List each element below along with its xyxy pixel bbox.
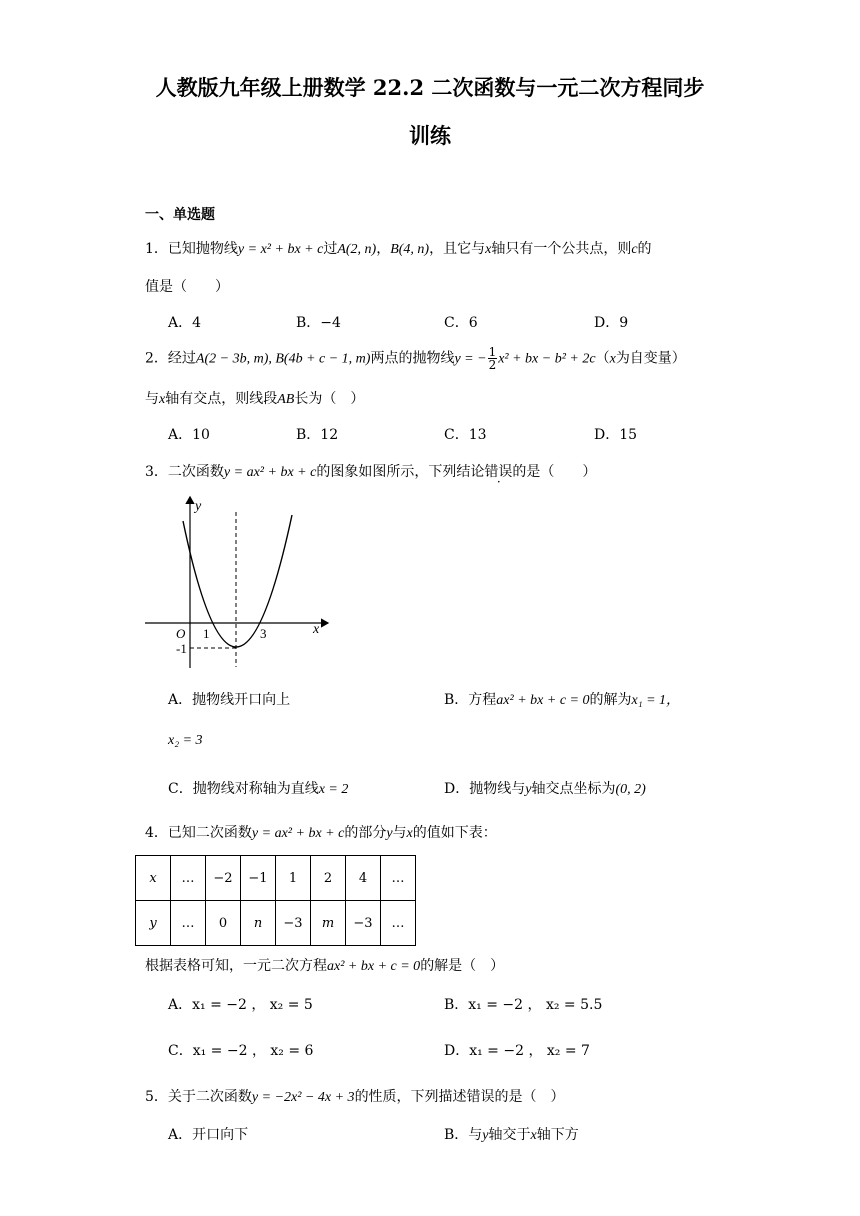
question-text: 的部分 <box>344 825 387 841</box>
option-text: 轴交点坐标为 <box>531 781 616 797</box>
question-text: 与 <box>145 391 159 407</box>
question-4-line1 <box>145 822 497 842</box>
option-b <box>444 1124 579 1144</box>
var-x: x <box>530 1128 537 1143</box>
fraction-denominator: 2 <box>488 358 497 372</box>
equation: ax² + bx + c = 0 <box>327 959 421 974</box>
table-cell: −1 <box>241 856 276 901</box>
option-b: B．−4 <box>296 315 341 331</box>
question-text: ， <box>376 241 391 257</box>
option-d: D．x₁ = −2 ， x₂ = 7 <box>444 1043 590 1059</box>
question-text: 的性质，下列描述错误的是（ ） <box>354 1089 565 1105</box>
question-number: 5． <box>145 1089 168 1105</box>
equation: y = −2x² − 4x + 3 <box>251 1090 355 1105</box>
question-1-line1 <box>145 238 652 258</box>
var-c: c <box>631 242 638 257</box>
equation-prefix: y = − <box>454 351 487 367</box>
table-row-y <box>136 901 416 946</box>
document-title-line2: 训练 <box>409 123 451 148</box>
solution-x2: x₂ = 3 <box>168 733 203 748</box>
option-text: D．抛物线与 <box>444 781 526 797</box>
table-cell: 1 <box>276 856 311 901</box>
question-text: 根据表格可知，一元二次方程 <box>145 958 327 974</box>
var-x: x <box>485 242 492 257</box>
option-text: 轴下方 <box>536 1127 579 1143</box>
parabola-graph <box>140 492 340 672</box>
question-text: （ <box>595 350 610 367</box>
option-a: A．4 <box>168 315 202 331</box>
equation: y = ax² + bx + c <box>251 826 345 841</box>
question-text: ，且它与 <box>429 241 486 257</box>
question-text: 与 <box>392 825 407 841</box>
option-b: B．x₁ = −2 ， x₂ = 5.5 <box>444 997 603 1013</box>
question-text: 过 <box>323 241 338 257</box>
question-number: 1． <box>145 241 168 257</box>
question-text: 的值如下表： <box>412 825 497 841</box>
tick-label-1: 1 <box>203 626 210 641</box>
option-text: B．方程 <box>444 692 497 708</box>
question-text: 已知抛物线 <box>167 241 238 257</box>
question-text: 两点的抛物线 <box>370 350 455 367</box>
option-b-continued <box>168 732 203 749</box>
question-text: 已知二次函数 <box>167 825 252 841</box>
var-y: y <box>525 782 532 797</box>
question-text: 二次函数 <box>167 464 224 480</box>
option-a: A．10 <box>168 427 210 443</box>
option-c <box>168 778 348 798</box>
question-3-line1 <box>145 461 596 481</box>
question-text: 轴有交点，则线段 <box>165 391 278 407</box>
table-cell: … <box>381 901 416 946</box>
option-d: D．15 <box>594 427 638 443</box>
option-c: C．x₁ = −2 ， x₂ = 6 <box>168 1043 314 1059</box>
segment-ab: AB <box>277 392 295 407</box>
option-text: 的解为 <box>589 692 632 708</box>
question-text: 的是（ ） <box>512 464 597 480</box>
question-text: 长为（ ） <box>294 391 365 407</box>
question-text: 轴只有一个公共点，则 <box>491 241 632 257</box>
question-text: 的解是（ ） <box>420 958 505 974</box>
table-cell: 2 <box>311 856 346 901</box>
table-cell: −2 <box>206 856 241 901</box>
question-text: 为自变量） <box>615 350 686 367</box>
var-y: y <box>482 1128 489 1143</box>
table-cell: y <box>136 901 171 946</box>
question-2-line1 <box>145 346 686 371</box>
option-d <box>444 778 646 798</box>
table-cell: … <box>381 856 416 901</box>
question-text: 关于二次函数 <box>167 1089 252 1105</box>
option-text: 轴交于 <box>488 1127 531 1143</box>
question-5-line1 <box>145 1086 565 1106</box>
option-a: A．x₁ = −2 ， x₂ = 5 <box>168 997 313 1013</box>
emphasis-text: 错误 <box>484 464 513 480</box>
option-text: C．抛物线对称轴为直线 <box>168 781 319 797</box>
document-title-line1: 人教版九年级上册数学 22.2 二次函数与一元二次方程同步 <box>155 75 705 100</box>
table-row-x <box>136 856 416 901</box>
option-d: D．9 <box>594 315 629 331</box>
x-axis-label: x <box>313 622 320 637</box>
table-cell: … <box>171 901 206 946</box>
option-text: B．与 <box>444 1127 483 1143</box>
y-axis-label: y <box>195 499 202 514</box>
option-b: B．12 <box>296 427 339 443</box>
fraction-numerator: 1 <box>488 345 497 359</box>
question-number: 2． <box>145 350 168 367</box>
table-cell: m <box>311 901 346 946</box>
tick-label-3: 3 <box>260 626 267 641</box>
question-1-line2: 值是（ ） <box>145 279 229 295</box>
table-cell: … <box>171 856 206 901</box>
point: (0, 2) <box>615 782 646 797</box>
option-a: A．抛物线开口向上 <box>168 692 291 708</box>
var-x: x <box>609 351 616 367</box>
question-text: 的图象如图所示，下列结论 <box>316 464 485 480</box>
equation: y = x² + bx + c <box>237 242 324 257</box>
points: A(2 − 3b, m), B(4b + c − 1, m) <box>195 351 371 367</box>
point-a: A(2, n) <box>337 242 377 257</box>
question-text: 经过 <box>167 350 196 367</box>
point-b: B(4, n) <box>390 242 430 257</box>
question-number: 3． <box>145 464 168 480</box>
origin-label: O <box>176 626 186 641</box>
table-cell: x <box>136 856 171 901</box>
equation: ax² + bx + c = 0 <box>496 693 590 708</box>
option-c: C．13 <box>444 427 487 443</box>
equation-suffix: x² + bx − b² + 2c <box>498 351 596 367</box>
option-c: C．6 <box>444 315 478 331</box>
question-text: 的 <box>637 241 652 257</box>
var-y: y <box>386 826 393 841</box>
table-cell: −3 <box>276 901 311 946</box>
question-4-line2 <box>145 955 504 975</box>
fraction <box>488 346 498 371</box>
parabola-curve <box>183 515 292 647</box>
table-cell: 0 <box>206 901 241 946</box>
tick-label-neg1: -1 <box>176 641 187 656</box>
section-heading: 一、单选题 <box>145 207 215 223</box>
table-cell: 4 <box>346 856 381 901</box>
question-number: 4． <box>145 825 168 841</box>
question-2-line2 <box>145 388 364 408</box>
solution-x1: x₁ = 1， <box>631 693 681 708</box>
option-a: A．开口向下 <box>168 1127 249 1143</box>
var-x: x <box>159 392 166 407</box>
table-cell: n <box>241 901 276 946</box>
option-b <box>444 689 680 709</box>
table-cell: −3 <box>346 901 381 946</box>
equation: x = 2 <box>318 782 349 797</box>
var-x: x <box>406 826 413 841</box>
value-table <box>135 855 416 946</box>
equation: y = ax² + bx + c <box>223 465 317 480</box>
